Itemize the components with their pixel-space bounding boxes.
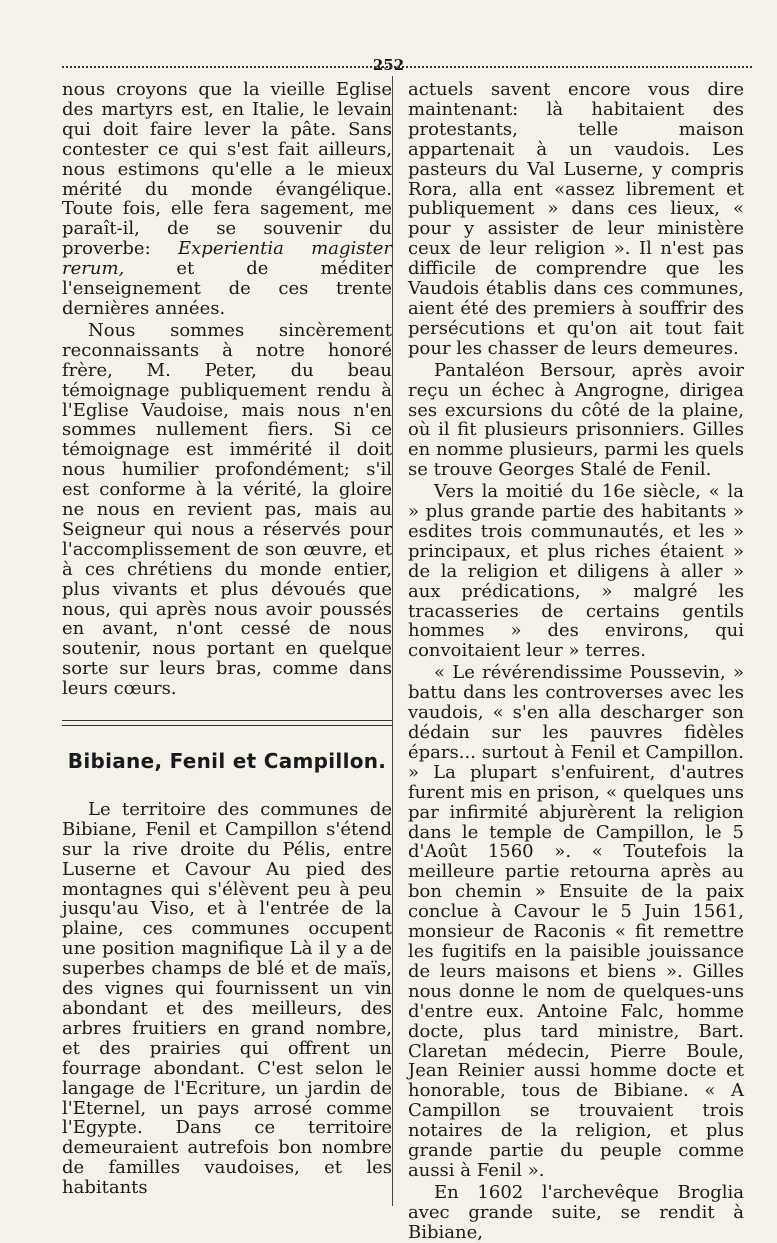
paragraph: Le territoire des communes de Bibiane, Fenil et Campillon s'étend sur la rive droite du Pélis, entre Luserne et Cavour Au pied des montagnes qui s'élèvent peu à peu jusqu'au Viso, et à l'entrée de la plaine, ces communes occupent une position magnifique Là il y a de superbes champs de blé et de maïs, des vignes qui fournissent un vin abondant et des meilleurs, des arbres fruitiers en grand nombre, et des prairies qui offrent un fourrage abondant. C'est selon le langage de l'Ecriture, un jardin de l'Eternel, un pays arrosé comme l'Egypte. Dans ce territoire demeuraient autrefois bon nombre de familles vaudoises, et les habitants (62, 798, 392, 1199)
paragraph: En 1602 l'archevêque Broglia avec grande suite, se rendit à Bibiane, (408, 1181, 744, 1243)
paragraph-text: nous croyons que la vieille Eglise des martyrs est, en Italie, le levain qui doit faire lever la pâte. Sans contester ce qui s'est fait ailleurs, nous estimons qu'elle a le mieux mérité du monde évangélique. Toute fois, elle fera sagement, me paraît-il, de se souvenir du proverbe: (62, 79, 392, 260)
paragraph-text: et de méditer l'enseignement de ces trente dernières années. (62, 258, 392, 319)
left-lower-text (62, 798, 392, 1199)
header-rule (62, 66, 752, 68)
page-number: 252 (372, 56, 405, 74)
paragraph: actuels savent encore vous dire maintenant: là habitaient des protestants, telle maison appartenait à un vaudois. Les pasteurs du Val Luserne, y compris Rora, alla ent «assez librement et publiquement » dans ces lieux, « pour y assister de leur ministère ceux de leur religion ». Il n'est pas difficile de comprendre que les Vaudois établis dans ces communes, aient été des premiers à souffrir des persécutions et qu'on ait tout fait pour les chasser de leurs demeures. (408, 79, 744, 359)
paragraph: Pantaléon Bersour, après avoir reçu un échec à Angrogne, dirigea ses excursions du côté de la plaine, où il fit plusieurs prisonniers. Gilles en nomme plusieurs, parmi les quels se trouve Georges Stalé de Fenil. (408, 359, 744, 481)
left-column (62, 79, 392, 1199)
right-text (408, 79, 744, 1243)
column-divider (392, 76, 393, 1206)
section-rule (62, 720, 392, 726)
right-column (408, 79, 744, 1243)
paragraph: Nous sommes sincèrement reconnaissants à notre honoré frère, M. Peter, du beau témoignage publiquement rendu à l'Eglise Vaudoise, mais nous n'en sommes nullement fiers. Si ce témoignage est immérité il doit nous humilier profondément; s'il est conforme à la vérité, la gloire ne nous en revient pas, mais au Seigneur qui nous a réservés pour l'accomplissement de son œuvre, et à ces chrétiens du monde entier, plus vivants et plus dévoués que nous, qui après nous avoir poussés en avant, n'ont cessé de nous soutenir, nous portant en quelque sorte sur leurs bras, comme dans leurs cœurs. (62, 319, 392, 700)
latin-proverb: Experientia magister rerum, (62, 238, 392, 280)
section-title: Bibiane, Fenil et Campillon. (67, 749, 387, 773)
paragraph: « Le révérendissime Poussevin, » battu dans les controverses avec les vaudois, « s'en alla descharger son dédain sur les pauvres fidèles épars... surtout à Fenil et Campillon. » La plupart s'enfuirent, d'autres furent mis en prison, « quelques uns par infirmité abjurèrent la religion dans le temple de Campillon, le 5 d'Août 1560 ». « Toutefois la meilleure partie retourna après au bon chemin » Ensuite de la paix conclue à Cavour le 5 Juin 1561, monsieur de Raconis « fit remettre les fugitifs en la paisible jouissance de leurs maisons et biens ». Gilles nous donne le nom de quelques-uns d'entre eux. Antoine Falc, homme docte, plus tard ministre, Bart. Claretan médecin, Pierre Boule, Jean Reinier aussi homme docte et honorable, tous de Bibiane. « A Campillon se trouvaient trois notaires de la religion, et plus grande partie du peuple comme aussi à Fenil ». (408, 662, 744, 1181)
left-upper-text (62, 80, 392, 714)
paragraph: Vers la moitié du 16e siècle, « la » plus grande partie des habitants » esdites trois communautés, et les » principaux, et plus riches étaient » de la religion et diligens à aller » aux prédications, » malgré les tracasseries de certains gentils hommes » des environs, qui convoitaient leur » terres. (408, 481, 744, 662)
paragraph (62, 80, 392, 319)
